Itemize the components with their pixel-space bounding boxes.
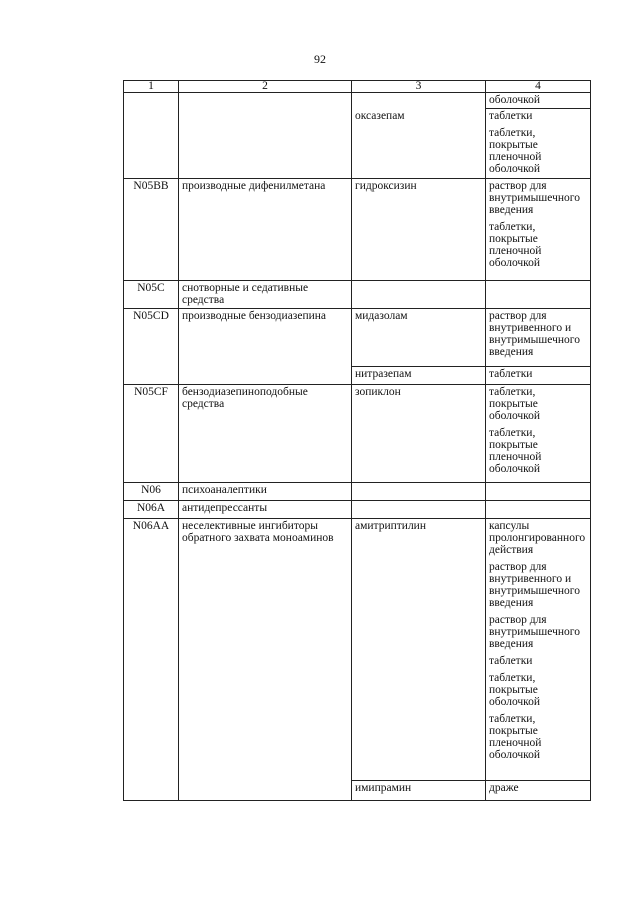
dosage-form-cell (486, 281, 591, 309)
drug-name-cell: оксазепам (352, 109, 486, 179)
table-row (124, 281, 591, 309)
dosage-form-cell (486, 109, 591, 179)
dosage-form-cell (486, 93, 591, 109)
dosage-form: таблетки, покрытые оболочкой (489, 386, 541, 422)
dosage-form-cell (486, 781, 591, 801)
dosage-form-cell (486, 483, 591, 501)
atc-code-cell: N05BB (124, 179, 179, 281)
group-name-cell: бензодиазепиноподобные средства (179, 385, 352, 483)
atc-code-cell (124, 109, 179, 179)
drug-name-cell (352, 281, 486, 309)
dosage-form-cell (486, 367, 591, 385)
table-row (124, 385, 591, 483)
atc-code-cell (124, 781, 179, 801)
group-name-cell: неселективные ингибиторы обратного захвата моноаминов (179, 519, 352, 781)
table-row (124, 179, 591, 281)
group-name-cell: производные бензодиазепина (179, 309, 352, 367)
atc-code-cell (124, 367, 179, 385)
table-row (124, 93, 591, 109)
atc-code-cell: N06AA (124, 519, 179, 781)
dosage-form: раствор для внутривенного и внутримышечного введения (489, 561, 580, 609)
table-row (124, 483, 591, 501)
dosage-form: драже (489, 782, 519, 794)
group-name-cell: снотворные и седативные средства (179, 281, 352, 309)
drug-name-cell: зопиклон (352, 385, 486, 483)
drug-name-cell: имипрамин (352, 781, 486, 801)
table-body (124, 93, 591, 801)
atc-code-cell: N05CF (124, 385, 179, 483)
dosage-form: оболочкой (489, 94, 541, 106)
group-name-cell (179, 93, 352, 109)
dosage-form: капсулы пролонгированного действия (489, 520, 586, 556)
dosage-form: таблетки (489, 110, 533, 122)
drug-name-cell (352, 93, 486, 109)
dosage-form-cell (486, 309, 591, 367)
group-name-cell: психоаналептики (179, 483, 352, 501)
dosage-form-cell (486, 179, 591, 281)
atc-code-cell: N06A (124, 501, 179, 519)
group-name-cell: антидепрессанты (179, 501, 352, 519)
column-header: 3 (352, 81, 486, 93)
atc-code-cell: N05C (124, 281, 179, 309)
dosage-form: раствор для внутривенного и внутримышечного введения (489, 310, 580, 358)
table-row (124, 519, 591, 781)
dosage-form: таблетки, покрытые оболочкой (489, 672, 541, 708)
dosage-form: раствор для внутримышечного введения (489, 614, 580, 650)
column-header: 4 (486, 81, 591, 93)
dosage-form: таблетки, покрытые пленочной оболочкой (489, 221, 542, 269)
dosage-form: таблетки (489, 368, 533, 380)
table-header-row (124, 81, 591, 93)
atc-code-cell (124, 93, 179, 109)
dosage-form-cell (486, 501, 591, 519)
drug-table (123, 80, 591, 801)
group-name-cell (179, 781, 352, 801)
atc-code-cell: N05CD (124, 309, 179, 367)
drug-name-cell: мидазолам (352, 309, 486, 367)
table-row (124, 501, 591, 519)
table-row (124, 309, 591, 367)
column-header: 1 (124, 81, 179, 93)
dosage-form: таблетки (489, 655, 533, 667)
page-number: 92 (314, 52, 326, 66)
dosage-form: раствор для внутримышечного введения (489, 180, 580, 216)
atc-code-cell: N06 (124, 483, 179, 501)
column-header: 2 (179, 81, 352, 93)
drug-name-cell: нитразепам (352, 367, 486, 385)
drug-name-cell (352, 483, 486, 501)
table-row (124, 109, 591, 179)
dosage-form: таблетки, покрытые пленочной оболочкой (489, 713, 542, 761)
group-name-cell (179, 367, 352, 385)
dosage-form-cell (486, 519, 591, 781)
group-name-cell (179, 109, 352, 179)
drug-name-cell (352, 501, 486, 519)
dosage-form: таблетки, покрытые пленочной оболочкой (489, 127, 542, 175)
drug-name-cell: амитриптилин (352, 519, 486, 781)
table-row (124, 781, 591, 801)
dosage-form: таблетки, покрытые пленочной оболочкой (489, 427, 542, 475)
drug-name-cell: гидроксизин (352, 179, 486, 281)
group-name-cell: производные дифенилметана (179, 179, 352, 281)
dosage-form-cell (486, 385, 591, 483)
table-row (124, 367, 591, 385)
